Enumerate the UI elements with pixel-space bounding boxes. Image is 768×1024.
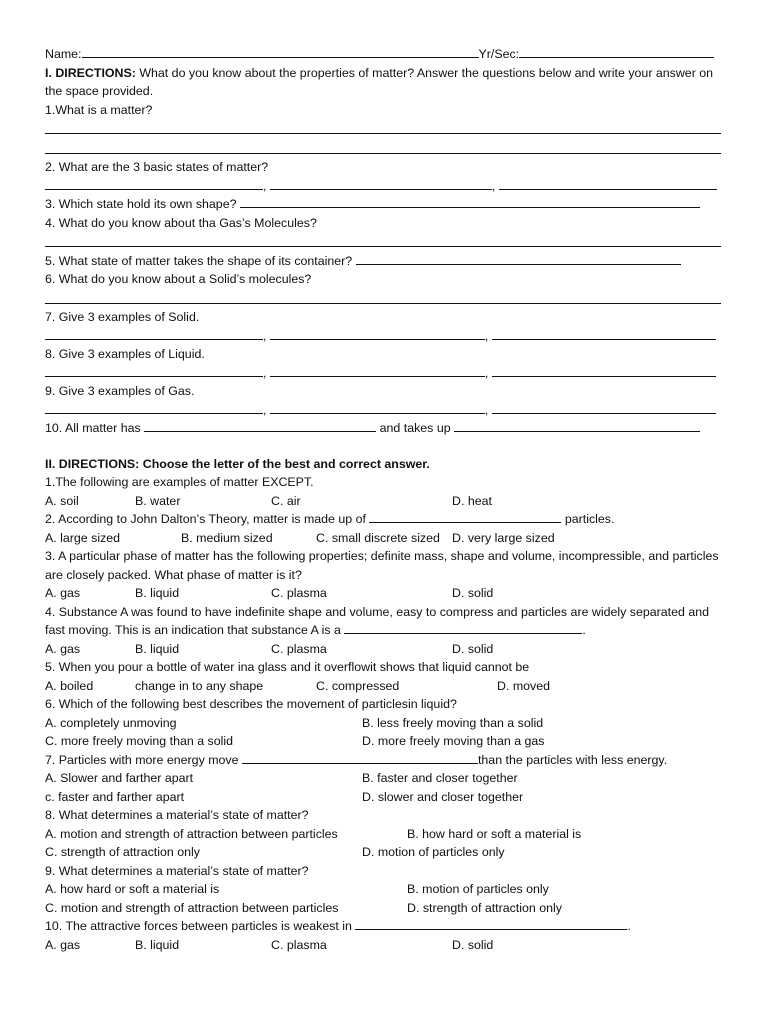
option-c[interactable]: C. small discrete sized [316, 530, 440, 545]
options-row [45, 825, 723, 844]
option-c[interactable]: C. more freely moving than a solid [45, 734, 234, 748]
option-d[interactable]: D. heat [452, 493, 492, 508]
option-b[interactable]: B. motion of particles only [407, 882, 549, 896]
part1-directions [45, 64, 723, 101]
option-b[interactable]: B. liquid [135, 641, 180, 656]
options-row [45, 936, 723, 955]
options-row [45, 880, 723, 899]
answer-row: , , [45, 364, 723, 383]
part2-question-7: 7. Particles with more energy move than the particles with less energy. [45, 752, 668, 767]
option-c[interactable]: C. plasma [271, 937, 327, 952]
options-row [45, 584, 723, 603]
part1-question-1: 1.What is a matter? [45, 102, 153, 117]
option-b[interactable]: B. less freely moving than a solid [362, 715, 544, 730]
answer-blank[interactable] [45, 364, 263, 377]
answer-blank[interactable] [270, 364, 485, 377]
option-c[interactable]: C. air [271, 493, 301, 508]
options-row [45, 788, 723, 807]
options-row [45, 714, 723, 733]
answer-blank[interactable] [499, 177, 717, 190]
option-a[interactable]: A. completely unmoving [45, 715, 177, 730]
option-c[interactable]: C. plasma [271, 586, 327, 600]
option-d[interactable]: D. moved [497, 678, 551, 693]
option-d[interactable]: D. motion of particles only [362, 845, 505, 859]
yrsec-label: Yr/Sec: [478, 47, 520, 61]
option-d[interactable]: D. strength of attraction only [407, 900, 562, 915]
options-row [45, 492, 723, 511]
option-a[interactable]: A. gas [45, 937, 81, 952]
option-a[interactable]: A. gas [45, 641, 81, 656]
part1-instructions: What do you know about the properties of matter? Answer the questions below and write your answer on the space provided. [45, 65, 714, 98]
answer-blank[interactable] [45, 327, 263, 340]
yrsec-field[interactable] [519, 45, 714, 58]
part2-directions: II. DIRECTIONS: Choose the letter of the best and correct answer. [45, 456, 430, 471]
answer-line[interactable] [45, 139, 721, 154]
answer-row: , , [45, 177, 723, 196]
part2-question-5: 5. When you pour a bottle of water ina glass and it overflowit shows that liquid cannot be [45, 660, 530, 674]
answer-line[interactable] [45, 289, 721, 304]
option-a[interactable]: A. large sized [45, 530, 121, 545]
part1-question-7: 7. Give 3 examples of Solid. [45, 310, 200, 324]
answer-blank[interactable] [369, 510, 561, 523]
part2-question-3: 3. A particular phase of matter has the following properties; definite mass, shape and volume, incompressible, and particles are closely packed. What phase of matter is it? [45, 549, 719, 582]
answer-blank[interactable] [270, 177, 492, 190]
option-c[interactable]: C. compressed [316, 678, 400, 693]
part1-heading: I. DIRECTIONS: [45, 65, 136, 80]
answer-blank[interactable] [356, 252, 681, 265]
option-a[interactable]: A. soil [45, 493, 79, 508]
answer-blank[interactable] [144, 419, 376, 432]
option-b[interactable]: B. liquid [135, 586, 180, 600]
option-b[interactable]: B. water [135, 493, 181, 508]
option-d[interactable]: D. more freely moving than a gas [362, 734, 545, 748]
option-a[interactable]: A. motion and strength of attraction between particles [45, 826, 338, 841]
answer-blank[interactable] [492, 401, 716, 414]
option-a[interactable]: A. boiled [45, 678, 94, 693]
option-b[interactable]: B. liquid [135, 937, 180, 952]
answer-row: , , [45, 327, 723, 346]
name-field[interactable] [82, 45, 479, 58]
option-b[interactable]: change in to any shape [135, 678, 264, 693]
part2-question-9: 9. What determines a material’s state of matter? [45, 863, 309, 878]
name-label: Name: [45, 47, 82, 61]
answer-row: , , [45, 401, 723, 420]
options-row [45, 769, 723, 788]
answer-blank[interactable] [270, 401, 485, 414]
option-a[interactable]: A. gas [45, 586, 81, 600]
part2-question-2: 2. According to John Dalton’s Theory, matter is made up of particles. [45, 512, 615, 526]
option-d[interactable]: D. slower and closer together [362, 789, 524, 804]
part1-question-10: 10. All matter has and takes up [45, 419, 723, 438]
answer-blank[interactable] [242, 751, 478, 764]
options-row [45, 640, 723, 659]
answer-blank[interactable] [344, 621, 582, 634]
option-a[interactable]: A. Slower and farther apart [45, 771, 194, 785]
option-c[interactable]: C. strength of attraction only [45, 845, 200, 859]
part1-question-8: 8. Give 3 examples of Liquid. [45, 347, 205, 361]
answer-blank[interactable] [492, 364, 716, 377]
part1-question-3: 3. Which state hold its own shape? [45, 195, 723, 214]
part2-question-6: 6. Which of the following best describes the movement of particlesin liquid? [45, 697, 457, 711]
part1-question-6: 6. What do you know about a Solid’s molecules? [45, 272, 312, 286]
options-row [45, 677, 723, 696]
answer-line[interactable] [45, 119, 721, 134]
options-row [45, 732, 723, 751]
option-d[interactable]: D. solid [452, 937, 494, 952]
name-line [45, 45, 723, 64]
answer-blank[interactable] [240, 195, 700, 208]
option-d[interactable]: D. solid [452, 641, 494, 656]
options-row [45, 529, 723, 548]
option-b[interactable]: B. faster and closer together [362, 771, 518, 785]
option-b[interactable]: B. how hard or soft a material is [407, 826, 582, 841]
part1-question-9: 9. Give 3 examples of Gas. [45, 384, 195, 398]
option-d[interactable]: D. solid [452, 586, 494, 600]
part2-question-10: 10. The attractive forces between particles is weakest in . [45, 919, 631, 933]
option-c[interactable]: C. plasma [271, 641, 327, 656]
part1-question-5: 5. What state of matter takes the shape of its container? [45, 252, 723, 271]
answer-blank[interactable] [454, 419, 700, 432]
options-row [45, 843, 723, 862]
answer-blank[interactable] [270, 327, 485, 340]
option-b[interactable]: B. medium sized [181, 530, 273, 545]
part1-question-4: 4. What do you know about tha Gas’s Molecules? [45, 215, 317, 230]
answer-blank[interactable] [45, 177, 263, 190]
part2-question-1: 1.The following are examples of matter EXCEPT. [45, 475, 314, 489]
answer-line[interactable] [45, 232, 721, 247]
option-c[interactable]: C. motion and strength of attraction between particles [45, 900, 339, 915]
part2-question-8: 8. What determines a material’s state of matter? [45, 808, 309, 822]
option-c[interactable]: c. faster and farther apart [45, 789, 185, 804]
answer-blank[interactable] [45, 401, 263, 414]
option-a[interactable]: A. how hard or soft a material is [45, 882, 220, 896]
answer-blank[interactable] [492, 327, 716, 340]
options-row [45, 899, 723, 918]
part1-question-2: 2. What are the 3 basic states of matter? [45, 160, 269, 174]
option-d[interactable]: D. very large sized [452, 530, 555, 545]
answer-blank[interactable] [355, 917, 627, 930]
part2-question-4: 4. Substance A was found to have indefinite shape and volume, easy to compress and particles are widely separated and fast moving. This is an indication that substance A is a . [45, 604, 709, 637]
